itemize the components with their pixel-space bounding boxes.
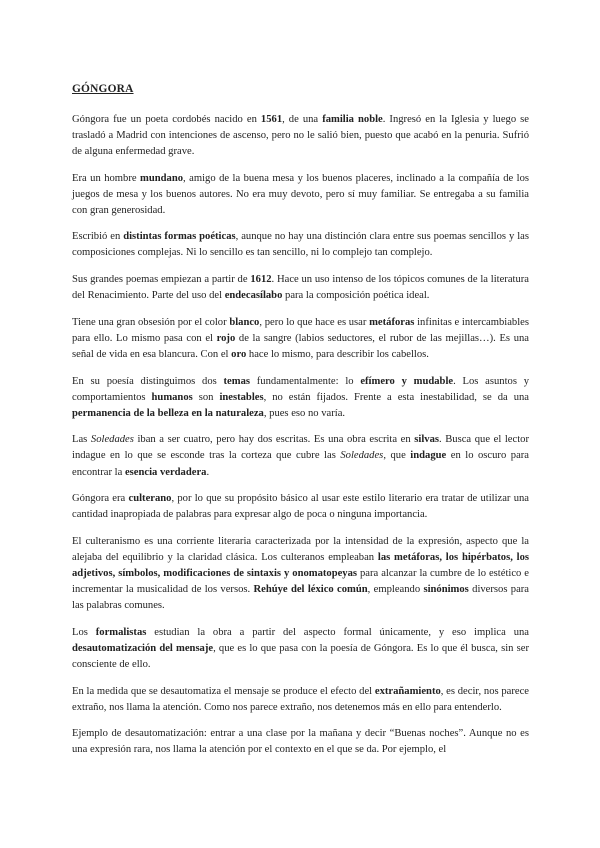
text-run: , que (383, 450, 411, 462)
text-run: , no están fijados. Frente a esta inestabilidad, se da una (263, 391, 529, 403)
text-run: . (206, 466, 210, 478)
text-run: . Hace un uso intenso de los tópicos comunes de la literatura del Renacimiento. Parte del uso del (72, 274, 529, 302)
paragraph-2 (72, 171, 529, 219)
text-run: para alcanzar la cumbre de lo estético e incrementar la musicalidad de los versos. (72, 567, 529, 596)
bold-term: desautomatización del mensaje (72, 642, 214, 654)
paragraph-6 (72, 374, 529, 422)
text-run: Era un hombre (72, 172, 141, 184)
bold-term: extrañamiento (374, 685, 441, 697)
text-run: . Busca que el lector indague en lo que se esconde tras la corteza que cubre las (72, 434, 529, 462)
text-run: , por lo que su propósito básico al usar este estilo literario era tratar de utilizar una cantidad inapropiada de palabras para expresar algo de poca o ninguna importancia. (72, 493, 530, 521)
text-run: para la composición poética ideal. (282, 290, 430, 302)
text-run: El culteranismo es una corriente literaria caracterizada por la intensidad de la expresión, aspecto que la alejaba del equilibrio y la claridad clásica. Los culteranos empleaban (72, 535, 529, 563)
bold-term: Rehúye del léxico común (253, 584, 368, 596)
bold-term: culterano (128, 493, 172, 505)
text-run: , de una (282, 113, 323, 125)
text-run: en lo oscuro para encontrar la (72, 450, 529, 478)
text-run: Góngora fue un poeta cordobés nacido en (72, 113, 261, 125)
text-run: Tiene una gran obsesión por el color (72, 316, 230, 328)
page-title: GÓNGORA (72, 83, 134, 95)
bold-term: humanos (151, 391, 193, 403)
text-run: son (192, 391, 220, 403)
bold-term: 1561 (260, 113, 283, 125)
bold-term: inestables (219, 391, 264, 403)
paragraph-1 (72, 112, 529, 160)
text-run: diversos para las palabras comunes. (72, 584, 530, 612)
text-run: de la sangre (labios seductores, el rubor de las mejillas…). Es una señal de vida en esa blancura. Con el (72, 332, 529, 360)
bold-term: efímero y mudable (360, 375, 454, 387)
paragraph-10 (72, 625, 529, 673)
text-run: hace lo mismo, para describir los cabellos. (246, 348, 429, 360)
paragraph-12 (72, 726, 529, 758)
text-run: Los (72, 626, 96, 638)
paragraph-3 (72, 229, 529, 261)
text-run: , es decir, nos parece extraño, nos llama la atención. Como nos parece extraño, nos detenemos más en ello para entenderlo. (72, 685, 530, 713)
text-run: . Los asuntos y comportamientos (72, 375, 530, 403)
bold-term: formalistas (95, 626, 147, 638)
bold-term: 1612 (250, 274, 272, 286)
text-run: . Ingresó en la Iglesia y luego se trasladó a Madrid con intenciones de ascenso, pero no le salió bien, puesto que acabó en la penuria. Sufrió de alguna enfermedad grave. (72, 113, 529, 158)
text-run: Sus grandes poemas empiezan a partir de (72, 274, 251, 286)
paragraph-9 (72, 534, 529, 614)
text-run: , amigo de la buena mesa y los buenos placeres, inclinado a la compañía de los juegos de mesa y los buenos autores. No era muy devoto, pero sí muy familiar. Se entregaba a su familia con gran generosidad. (72, 172, 530, 216)
bold-term: mundano (140, 172, 184, 184)
document-body (72, 112, 529, 759)
text-run: , que es lo que pasa con la poesía de Góngora. Es lo que él busca, sin ser consciente de ello. (72, 642, 529, 670)
bold-term: sinónimos (423, 584, 469, 596)
text-run: infinitas e intercambiables para ello. Lo mismo pasa con el (72, 316, 529, 344)
bold-term: silvas (414, 434, 439, 446)
text-run: estudian la obra a partir del aspecto formal únicamente, y eso implica una (146, 626, 529, 638)
text-run: , empleando (367, 584, 424, 596)
bold-term: blanco (229, 316, 260, 328)
paragraph-4 (72, 272, 529, 304)
text-run: En su poesía distinguimos dos (72, 375, 224, 387)
text-run: , pero lo que hace es usar (259, 316, 370, 328)
bold-term: oro (231, 348, 247, 360)
text-run: Escribió en (72, 231, 124, 243)
bold-term: endecasílabo (224, 290, 283, 302)
paragraph-11 (72, 684, 529, 716)
text-run: , pues eso no varía. (263, 407, 346, 419)
text-run: iban a ser cuatro, pero hay dos escritas. Es una obra escrita en (133, 434, 415, 446)
paragraph-8 (72, 491, 529, 523)
bold-term: distintas formas poéticas (123, 231, 236, 243)
italic-title: Soledades (340, 450, 384, 462)
text-run: En la medida que se desautomatiza el mensaje se produce el efecto del (72, 685, 375, 697)
bold-term: las metáforas, los hipérbatos, los adjetivos, símbolos, modificaciones de sintaxis y onomatopeyas (72, 551, 530, 579)
bold-term: rojo (216, 332, 236, 344)
text-run: , aunque no hay una distinción clara entre sus poemas sencillos y las composiciones complejas. Ni lo sencillo es tan sencillo, ni lo complejo tan complejo. (72, 231, 529, 259)
bold-term: familia noble (322, 113, 383, 125)
text-run: Las (72, 434, 91, 446)
text-run: fundamentalmente: lo (250, 375, 361, 387)
bold-term: indague (410, 450, 447, 462)
bold-term: esencia verdadera (124, 466, 207, 478)
bold-term: metáforas (369, 316, 415, 328)
italic-title: Soledades (90, 434, 134, 446)
text-run: Góngora era (72, 493, 129, 505)
bold-term: permanencia de la belleza en la naturaleza (72, 407, 264, 419)
bold-term: temas (223, 375, 251, 387)
paragraph-5 (72, 315, 529, 363)
paragraph-7 (72, 432, 529, 480)
text-run: Ejemplo de desautomatización: entrar a una clase por la mañana y decir “Buenas noches”. Aunque no es una expresión rara, nos llama la atención por el contexto en el que se da. Por ejemplo, el (72, 728, 529, 756)
